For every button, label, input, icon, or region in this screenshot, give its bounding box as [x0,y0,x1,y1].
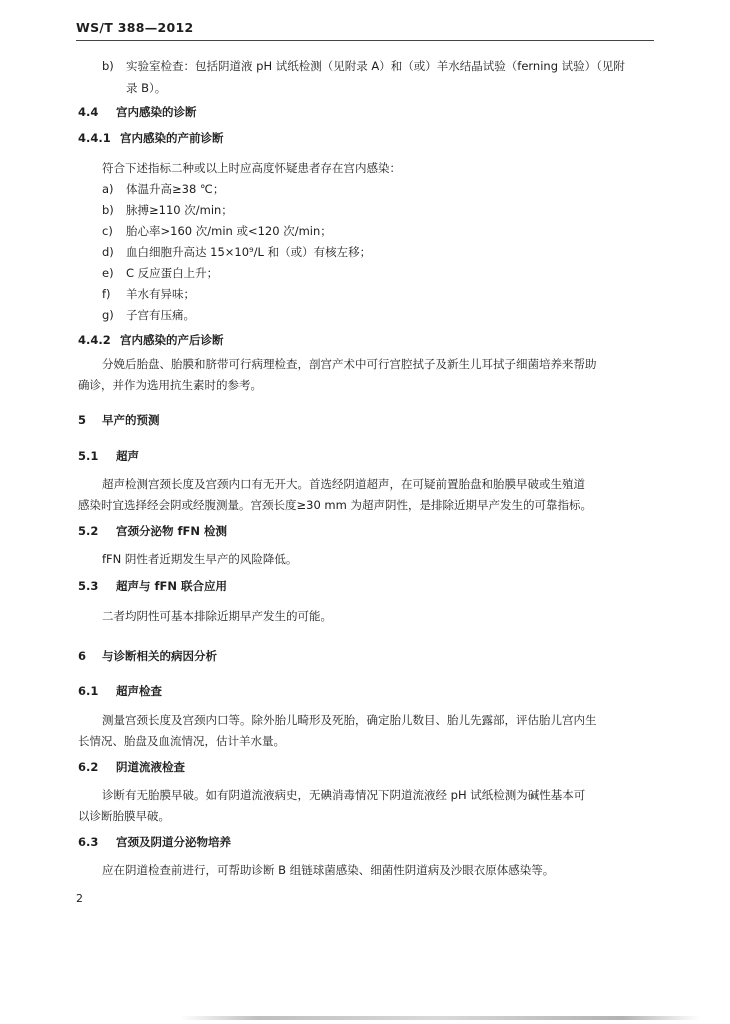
list-marker: a) [102,182,114,196]
paragraph-line: 以诊断胎膜早破。 [78,809,170,823]
section-title: 宫颈分泌物 fFN 检测 [116,524,227,538]
list-marker: g) [102,308,114,322]
section-heading-5-3 [78,578,227,594]
section-title: 超声与 fFN 联合应用 [116,579,227,593]
list-marker: f) [102,287,111,301]
section-heading-5-1 [78,448,139,464]
scan-edge-artifact [180,1016,700,1020]
paragraph-line: 二者均阴性可基本排除近期早产发生的可能。 [102,609,332,623]
section-number: 6 [78,649,87,663]
section-title: 超声检查 [116,684,162,698]
section-number: 6.3 [78,835,99,849]
list-marker: d) [102,245,114,259]
paragraph-line: fFN 阴性者近期发生早产的风险降低。 [102,552,298,566]
paragraph-line: 超声检测宫颈长度及宫颈内口有无开大。首选经阴道超声，在可疑前置胎盘和胎膜早破或生殖道 [102,477,585,491]
paragraph-line: 分娩后胎盘、胎膜和脐带可行病理检查，剖宫产术中可行宫腔拭子及新生儿耳拭子细菌培养来帮助 [102,357,597,371]
paragraph-line: 感染时宜选择经会阴或经腹测量。宫颈长度≥30 mm 为超声阴性，是排除近期早产发生的可靠指标。 [78,498,592,512]
list-text: 实验室检查：包括阴道液 pH 试纸检测（见附录 A）和（或）羊水结晶试验（ferning 试验）（见附 [126,59,625,73]
list-marker: b) [102,59,114,73]
section-heading-5 [78,412,160,428]
paragraph-line: 应在阴道检查前进行，可帮助诊断 B 组链球菌感染、细菌性阴道病及沙眼衣原体感染等。 [102,863,555,877]
list-text: 羊水有异味； [126,287,195,301]
section-title: 阴道流液检查 [116,760,185,774]
list-text: 脉搏≥110 次/min； [126,203,233,217]
list-text: 血白细胞升高达 15×10⁹/L 和（或）有核左移； [126,245,372,259]
section-heading-4-4 [78,104,197,120]
section-number: 4.4 [78,105,99,119]
list-text: 子宫有压痛。 [126,308,195,322]
section-heading-6-2 [78,759,185,775]
section-title: 与诊断相关的病因分析 [102,649,217,663]
list-marker: e) [102,266,114,280]
page-number: 2 [76,892,83,905]
header-rule [76,40,654,41]
section-number: 4.4.2 [78,333,111,347]
list-item-b-continued: 录 B）。 [126,81,167,95]
criterion-item [102,265,218,281]
section-heading-4-4-2 [78,332,224,348]
list-item-b [102,58,625,74]
section-number: 4.4.1 [78,131,111,145]
section-heading-6-1 [78,683,162,699]
criterion-item [102,223,332,239]
section-title: 宫颈及阴道分泌物培养 [116,835,231,849]
list-marker: b) [102,203,114,217]
standard-code-header: WS/T 388—2012 [76,20,194,35]
criterion-item [102,286,195,302]
paragraph-line: 测量宫颈长度及宫颈内口等。除外胎儿畸形及死胎，确定胎儿数目、胎儿先露部，评估胎儿宫内生 [102,713,597,727]
criterion-item [102,307,195,323]
paragraph-line: 诊断有无胎膜早破。如有阴道流液病史，无碘消毒情况下阴道流液经 pH 试纸检测为碱性基本可 [102,788,586,802]
list-text: 胎心率>160 次/min 或<120 次/min； [126,224,332,238]
paragraph-line: 确诊，并作为选用抗生素时的参考。 [78,378,262,392]
section-heading-4-4-1 [78,130,224,146]
section-number: 5.1 [78,449,99,463]
section-title: 早产的预测 [102,413,160,427]
section-title: 超声 [116,449,139,463]
section-heading-6 [78,648,217,664]
section-number: 6.2 [78,760,99,774]
section-number: 5.3 [78,579,99,593]
section-heading-5-2 [78,523,227,539]
criterion-item [102,181,224,197]
list-text: 体温升高≥38 ℃； [126,182,225,196]
section-heading-6-3 [78,834,231,850]
list-text: C 反应蛋白上升； [126,266,219,280]
criterion-item [102,202,233,218]
section-title: 宫内感染的产前诊断 [120,131,224,145]
criterion-item [102,244,371,260]
section-number: 5.2 [78,524,99,538]
section-number: 6.1 [78,684,99,698]
paragraph: 符合下述指标二种或以上时应高度怀疑患者存在宫内感染： [102,161,401,175]
list-marker: c) [102,224,113,238]
section-number: 5 [78,413,87,427]
section-title: 宫内感染的产后诊断 [120,333,224,347]
paragraph-line: 长情况、胎盘及血流情况，估计羊水量。 [78,734,285,748]
section-title: 宫内感染的诊断 [116,105,197,119]
